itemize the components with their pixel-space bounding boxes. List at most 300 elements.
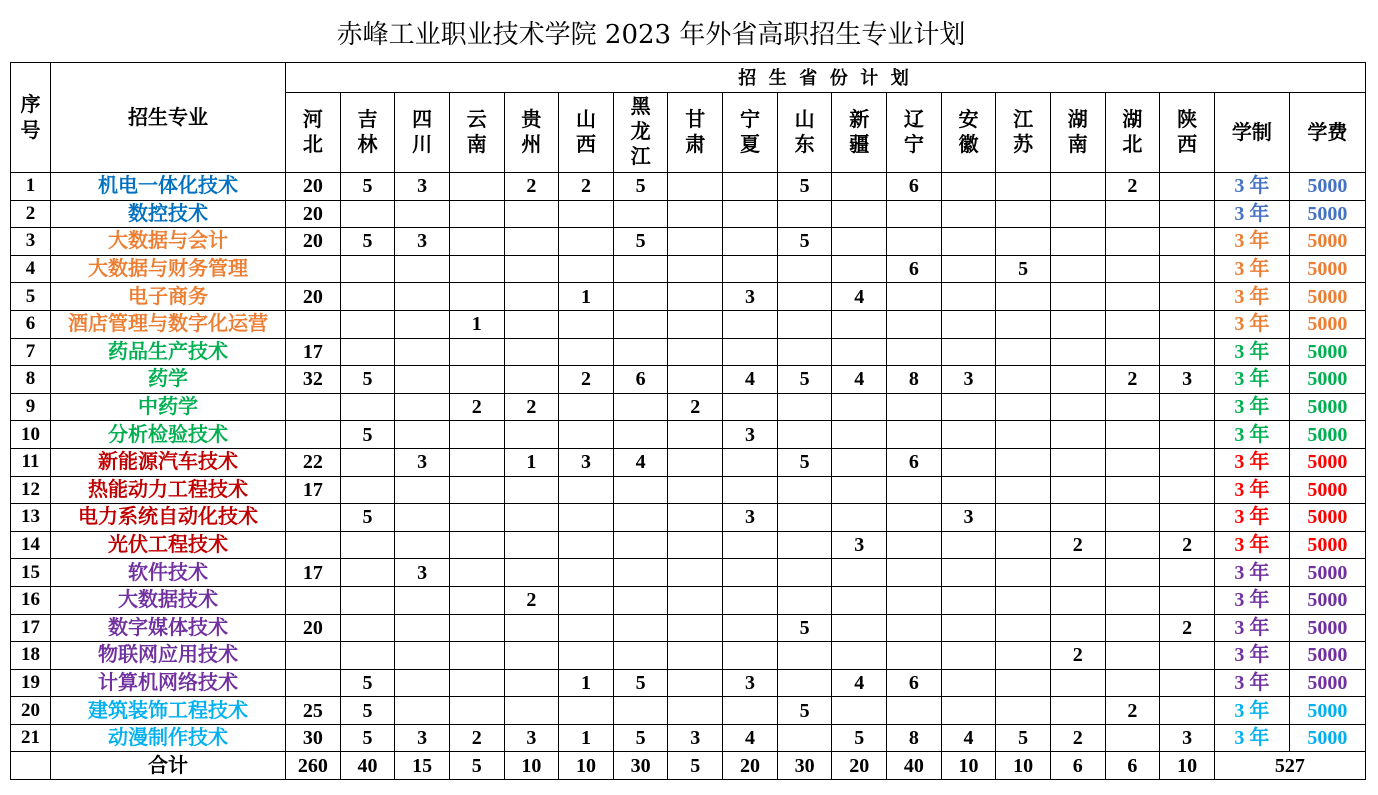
plan-count-cell: [504, 476, 559, 504]
plan-count-cell: 5: [340, 366, 395, 394]
plan-count-cell: [887, 642, 942, 670]
plan-count-cell: [941, 421, 996, 449]
duration-cell: 3 年: [1214, 255, 1289, 283]
plan-count-cell: [832, 255, 887, 283]
plan-count-cell: [777, 310, 832, 338]
plan-count-cell: [832, 338, 887, 366]
plan-count-cell: [941, 255, 996, 283]
plan-count-cell: [504, 310, 559, 338]
plan-count-cell: [996, 697, 1051, 725]
plan-count-cell: 3: [723, 504, 778, 532]
plan-count-cell: [1050, 697, 1105, 725]
fee-cell: 5000: [1289, 228, 1365, 256]
major-name-cell: 软件技术: [51, 559, 286, 587]
duration-cell: 3 年: [1214, 310, 1289, 338]
plan-count-cell: [1050, 504, 1105, 532]
table-row: [11, 669, 1366, 697]
plan-count-cell: [668, 200, 723, 228]
province-name: 安徽: [958, 108, 979, 156]
plan-count-cell: [340, 393, 395, 421]
duration-cell: 3 年: [1214, 228, 1289, 256]
plan-count-cell: [723, 586, 778, 614]
plan-count-cell: [668, 310, 723, 338]
province-name: 山西: [576, 108, 597, 156]
major-name-cell: 建筑装饰工程技术: [51, 697, 286, 725]
plan-count-cell: [941, 228, 996, 256]
plan-count-cell: 2: [559, 173, 614, 201]
plan-count-cell: [1050, 255, 1105, 283]
plan-count-cell: 1: [449, 310, 504, 338]
total-count-cell: 30: [613, 752, 668, 780]
major-name-cell: 机电一体化技术: [51, 173, 286, 201]
plan-count-cell: [668, 476, 723, 504]
plan-count-cell: [1050, 283, 1105, 311]
plan-count-cell: [340, 476, 395, 504]
plan-count-cell: [941, 642, 996, 670]
total-count-cell: 6: [1105, 752, 1160, 780]
plan-count-cell: [723, 448, 778, 476]
major-name-cell: 大数据技术: [51, 586, 286, 614]
plan-count-cell: [777, 504, 832, 532]
plan-count-cell: 4: [832, 669, 887, 697]
plan-count-cell: [1160, 173, 1215, 201]
plan-count-cell: [668, 504, 723, 532]
plan-count-cell: 2: [1050, 724, 1105, 752]
plan-count-cell: 4: [723, 724, 778, 752]
plan-count-cell: [941, 338, 996, 366]
plan-count-cell: [395, 366, 450, 394]
plan-group-header: 招 生 省 份 计 划: [286, 63, 1366, 93]
plan-count-cell: 2: [504, 173, 559, 201]
plan-count-cell: [996, 393, 1051, 421]
row-index-cell: 5: [11, 283, 51, 311]
plan-count-cell: [1050, 366, 1105, 394]
plan-count-cell: [504, 228, 559, 256]
plan-count-cell: [449, 338, 504, 366]
table-row: [11, 283, 1366, 311]
plan-count-cell: [1050, 586, 1105, 614]
plan-count-cell: 5: [777, 697, 832, 725]
fee-cell: 5000: [1289, 200, 1365, 228]
plan-count-cell: [996, 338, 1051, 366]
plan-count-cell: [559, 531, 614, 559]
plan-count-cell: [1160, 559, 1215, 587]
plan-count-cell: [340, 531, 395, 559]
province-header: [340, 93, 395, 173]
row-index-cell: 3: [11, 228, 51, 256]
row-index-cell: 7: [11, 338, 51, 366]
table-row: [11, 476, 1366, 504]
plan-count-cell: [668, 531, 723, 559]
duration-cell: 3 年: [1214, 338, 1289, 366]
plan-count-cell: [504, 421, 559, 449]
major-name-cell: 药品生产技术: [51, 338, 286, 366]
plan-count-cell: [1105, 669, 1160, 697]
plan-count-cell: [559, 476, 614, 504]
plan-count-cell: [996, 310, 1051, 338]
province-name: 吉林: [357, 108, 378, 156]
plan-count-cell: [723, 173, 778, 201]
plan-count-cell: [340, 255, 395, 283]
plan-count-cell: [395, 421, 450, 449]
total-index-cell: [11, 752, 51, 780]
fee-cell: 5000: [1289, 421, 1365, 449]
plan-count-cell: [887, 586, 942, 614]
plan-count-cell: [996, 366, 1051, 394]
plan-count-cell: [777, 642, 832, 670]
plan-count-cell: 3: [395, 559, 450, 587]
plan-count-cell: [340, 200, 395, 228]
plan-count-cell: [996, 283, 1051, 311]
row-index-cell: 19: [11, 669, 51, 697]
plan-count-cell: [941, 283, 996, 311]
plan-count-cell: 6: [887, 669, 942, 697]
plan-count-cell: [613, 476, 668, 504]
plan-count-cell: [613, 310, 668, 338]
total-count-cell: 30: [777, 752, 832, 780]
province-name: 宁夏: [739, 108, 760, 156]
plan-count-cell: 2: [504, 586, 559, 614]
province-header: [832, 93, 887, 173]
plan-count-cell: 5: [777, 228, 832, 256]
plan-count-cell: [1160, 586, 1215, 614]
province-header: [1105, 93, 1160, 173]
plan-count-cell: [613, 531, 668, 559]
fee-cell: 5000: [1289, 559, 1365, 587]
total-label: 合计: [51, 752, 286, 780]
table-row: [11, 310, 1366, 338]
total-row: [11, 752, 1366, 780]
plan-count-cell: [1105, 448, 1160, 476]
plan-count-cell: 5: [340, 421, 395, 449]
row-index-cell: 15: [11, 559, 51, 587]
duration-cell: 3 年: [1214, 448, 1289, 476]
major-name-cell: 中药学: [51, 393, 286, 421]
page-title: 赤峰工业职业技术学院 2023 年外省高职招生专业计划: [336, 20, 966, 50]
plan-count-cell: 6: [887, 173, 942, 201]
province-header: [941, 93, 996, 173]
plan-count-cell: [286, 586, 341, 614]
total-count-cell: 20: [832, 752, 887, 780]
province-header: [777, 93, 832, 173]
plan-count-cell: [449, 173, 504, 201]
plan-count-cell: 5: [340, 724, 395, 752]
plan-count-cell: [941, 200, 996, 228]
plan-count-cell: [559, 255, 614, 283]
plan-count-cell: [504, 614, 559, 642]
plan-count-cell: [887, 283, 942, 311]
plan-count-cell: [504, 669, 559, 697]
major-name-cell: 大数据与会计: [51, 228, 286, 256]
row-index-cell: 2: [11, 200, 51, 228]
fee-cell: 5000: [1289, 504, 1365, 532]
duration-cell: 3 年: [1214, 724, 1289, 752]
plan-count-cell: [996, 504, 1051, 532]
plan-count-cell: 5: [340, 697, 395, 725]
table-row: [11, 504, 1366, 532]
fee-cell: 5000: [1289, 642, 1365, 670]
plan-count-cell: [286, 255, 341, 283]
plan-count-cell: [887, 421, 942, 449]
row-index-cell: 6: [11, 310, 51, 338]
plan-count-cell: [504, 642, 559, 670]
plan-count-cell: [613, 559, 668, 587]
plan-count-cell: 5: [777, 173, 832, 201]
plan-count-cell: [941, 393, 996, 421]
row-index-cell: 20: [11, 697, 51, 725]
plan-count-cell: 4: [941, 724, 996, 752]
plan-count-cell: [668, 586, 723, 614]
table-row: [11, 448, 1366, 476]
fee-cell: 5000: [1289, 338, 1365, 366]
plan-count-cell: [1105, 255, 1160, 283]
plan-count-cell: [286, 421, 341, 449]
plan-count-cell: [449, 366, 504, 394]
plan-count-cell: [504, 366, 559, 394]
fee-cell: 5000: [1289, 586, 1365, 614]
plan-count-cell: [996, 173, 1051, 201]
plan-count-cell: [996, 614, 1051, 642]
plan-count-cell: [832, 697, 887, 725]
plan-count-cell: [559, 338, 614, 366]
plan-count-cell: [996, 559, 1051, 587]
province-name: 江苏: [1013, 108, 1034, 156]
plan-count-cell: [668, 669, 723, 697]
plan-count-cell: 1: [559, 283, 614, 311]
plan-count-cell: 32: [286, 366, 341, 394]
province-header: [559, 93, 614, 173]
plan-count-cell: [613, 283, 668, 311]
plan-count-cell: [395, 255, 450, 283]
plan-count-cell: [559, 504, 614, 532]
province-header: [1160, 93, 1215, 173]
plan-count-cell: 2: [449, 724, 504, 752]
plan-count-cell: [1050, 476, 1105, 504]
plan-count-cell: [395, 669, 450, 697]
plan-count-cell: [613, 200, 668, 228]
row-index-cell: 17: [11, 614, 51, 642]
duration-cell: 3 年: [1214, 586, 1289, 614]
plan-count-cell: [340, 614, 395, 642]
plan-count-cell: [1050, 421, 1105, 449]
table-row: [11, 614, 1366, 642]
plan-count-cell: [777, 531, 832, 559]
plan-count-cell: [941, 173, 996, 201]
plan-count-cell: [996, 448, 1051, 476]
plan-count-cell: 22: [286, 448, 341, 476]
plan-count-cell: [887, 228, 942, 256]
plan-count-cell: 2: [1105, 697, 1160, 725]
row-index-cell: 1: [11, 173, 51, 201]
plan-count-cell: 4: [832, 283, 887, 311]
plan-count-cell: 8: [887, 724, 942, 752]
province-header: [286, 93, 341, 173]
plan-count-cell: [996, 476, 1051, 504]
index-header-label: 序号: [20, 93, 41, 142]
province-header: [996, 93, 1051, 173]
total-count-cell: 20: [723, 752, 778, 780]
plan-count-cell: [777, 586, 832, 614]
plan-count-cell: [887, 614, 942, 642]
table-row: [11, 697, 1366, 725]
plan-count-cell: [941, 531, 996, 559]
plan-count-cell: [996, 642, 1051, 670]
plan-count-cell: 3: [723, 669, 778, 697]
plan-count-cell: [996, 586, 1051, 614]
table-row: [11, 338, 1366, 366]
plan-count-cell: [559, 614, 614, 642]
plan-count-cell: [504, 338, 559, 366]
plan-count-cell: [559, 228, 614, 256]
plan-count-cell: 20: [286, 614, 341, 642]
province-header: [668, 93, 723, 173]
plan-count-cell: [504, 559, 559, 587]
plan-count-cell: [1160, 255, 1215, 283]
province-header: [395, 93, 450, 173]
plan-count-cell: 2: [1105, 366, 1160, 394]
plan-count-cell: [832, 310, 887, 338]
fee-cell: 5000: [1289, 669, 1365, 697]
duration-cell: 3 年: [1214, 504, 1289, 532]
plan-count-cell: [1050, 448, 1105, 476]
plan-count-cell: [1050, 669, 1105, 697]
province-name: 陕西: [1177, 108, 1198, 156]
province-name: 河北: [302, 108, 323, 156]
plan-count-cell: [1105, 614, 1160, 642]
plan-count-cell: 3: [1160, 724, 1215, 752]
plan-count-cell: 5: [613, 173, 668, 201]
plan-count-cell: 5: [613, 669, 668, 697]
plan-count-cell: [559, 586, 614, 614]
plan-count-cell: [504, 697, 559, 725]
plan-count-cell: 1: [504, 448, 559, 476]
plan-count-cell: [777, 559, 832, 587]
plan-count-cell: 1: [559, 724, 614, 752]
plan-count-cell: 4: [832, 366, 887, 394]
province-header: [504, 93, 559, 173]
province-name: 湖北: [1122, 108, 1143, 156]
plan-count-cell: [559, 393, 614, 421]
fee-cell: 5000: [1289, 448, 1365, 476]
major-header: 招生专业: [51, 63, 286, 173]
plan-count-cell: [1160, 476, 1215, 504]
major-name-cell: 数字媒体技术: [51, 614, 286, 642]
plan-count-cell: [1105, 310, 1160, 338]
plan-count-cell: [941, 559, 996, 587]
plan-count-cell: 17: [286, 338, 341, 366]
plan-count-cell: [777, 669, 832, 697]
plan-count-cell: [1105, 642, 1160, 670]
plan-count-cell: [832, 393, 887, 421]
fee-cell: 5000: [1289, 366, 1365, 394]
plan-count-cell: [286, 504, 341, 532]
plan-count-cell: [449, 531, 504, 559]
plan-count-cell: [1105, 421, 1160, 449]
plan-count-cell: 6: [887, 448, 942, 476]
plan-count-cell: [395, 642, 450, 670]
plan-count-cell: [723, 255, 778, 283]
plan-count-cell: [395, 476, 450, 504]
duration-cell: 3 年: [1214, 669, 1289, 697]
province-name: 四川: [412, 108, 433, 156]
plan-count-cell: [1050, 614, 1105, 642]
major-name-cell: 酒店管理与数字化运营: [51, 310, 286, 338]
plan-count-cell: [449, 504, 504, 532]
plan-count-cell: [668, 559, 723, 587]
plan-count-cell: [449, 614, 504, 642]
plan-count-cell: [1105, 228, 1160, 256]
plan-count-cell: [395, 697, 450, 725]
plan-count-cell: [668, 697, 723, 725]
plan-count-cell: [613, 697, 668, 725]
plan-count-cell: [613, 642, 668, 670]
plan-count-cell: 3: [504, 724, 559, 752]
plan-count-cell: 5: [340, 669, 395, 697]
plan-count-cell: [887, 559, 942, 587]
plan-count-cell: [996, 200, 1051, 228]
plan-count-cell: [559, 310, 614, 338]
plan-count-cell: 2: [1105, 173, 1160, 201]
plan-count-cell: 3: [832, 531, 887, 559]
plan-count-cell: [668, 366, 723, 394]
fee-cell: 5000: [1289, 255, 1365, 283]
plan-count-cell: [1160, 338, 1215, 366]
province-header: [449, 93, 504, 173]
province-name: 贵州: [521, 108, 542, 156]
plan-count-cell: [504, 504, 559, 532]
plan-count-cell: [504, 255, 559, 283]
plan-count-cell: [887, 393, 942, 421]
duration-cell: 3 年: [1214, 476, 1289, 504]
plan-count-cell: [832, 200, 887, 228]
plan-count-cell: 5: [996, 724, 1051, 752]
plan-count-cell: 3: [395, 173, 450, 201]
plan-count-cell: 2: [559, 366, 614, 394]
plan-count-cell: [395, 283, 450, 311]
plan-count-cell: [449, 255, 504, 283]
plan-count-cell: [613, 504, 668, 532]
plan-count-cell: [668, 642, 723, 670]
header-row-group: [11, 63, 1366, 93]
plan-count-cell: [723, 476, 778, 504]
plan-count-cell: [504, 531, 559, 559]
total-count-cell: 5: [668, 752, 723, 780]
plan-count-cell: [340, 338, 395, 366]
plan-count-cell: [832, 476, 887, 504]
table-row: [11, 724, 1366, 752]
plan-count-cell: 5: [613, 724, 668, 752]
plan-count-cell: [832, 586, 887, 614]
plan-count-cell: [613, 421, 668, 449]
plan-count-cell: [340, 559, 395, 587]
total-count-cell: 10: [1160, 752, 1215, 780]
table-header: [11, 63, 1366, 173]
plan-count-cell: 5: [777, 366, 832, 394]
plan-count-cell: [723, 559, 778, 587]
row-index-cell: 21: [11, 724, 51, 752]
plan-count-cell: 2: [504, 393, 559, 421]
plan-count-cell: [340, 642, 395, 670]
plan-count-cell: 20: [286, 200, 341, 228]
plan-count-cell: [777, 476, 832, 504]
plan-count-cell: [504, 283, 559, 311]
province-name: 湖南: [1067, 108, 1088, 156]
table-row: [11, 421, 1366, 449]
plan-count-cell: 5: [613, 228, 668, 256]
plan-count-cell: 5: [832, 724, 887, 752]
plan-count-cell: [286, 531, 341, 559]
plan-count-cell: [668, 228, 723, 256]
